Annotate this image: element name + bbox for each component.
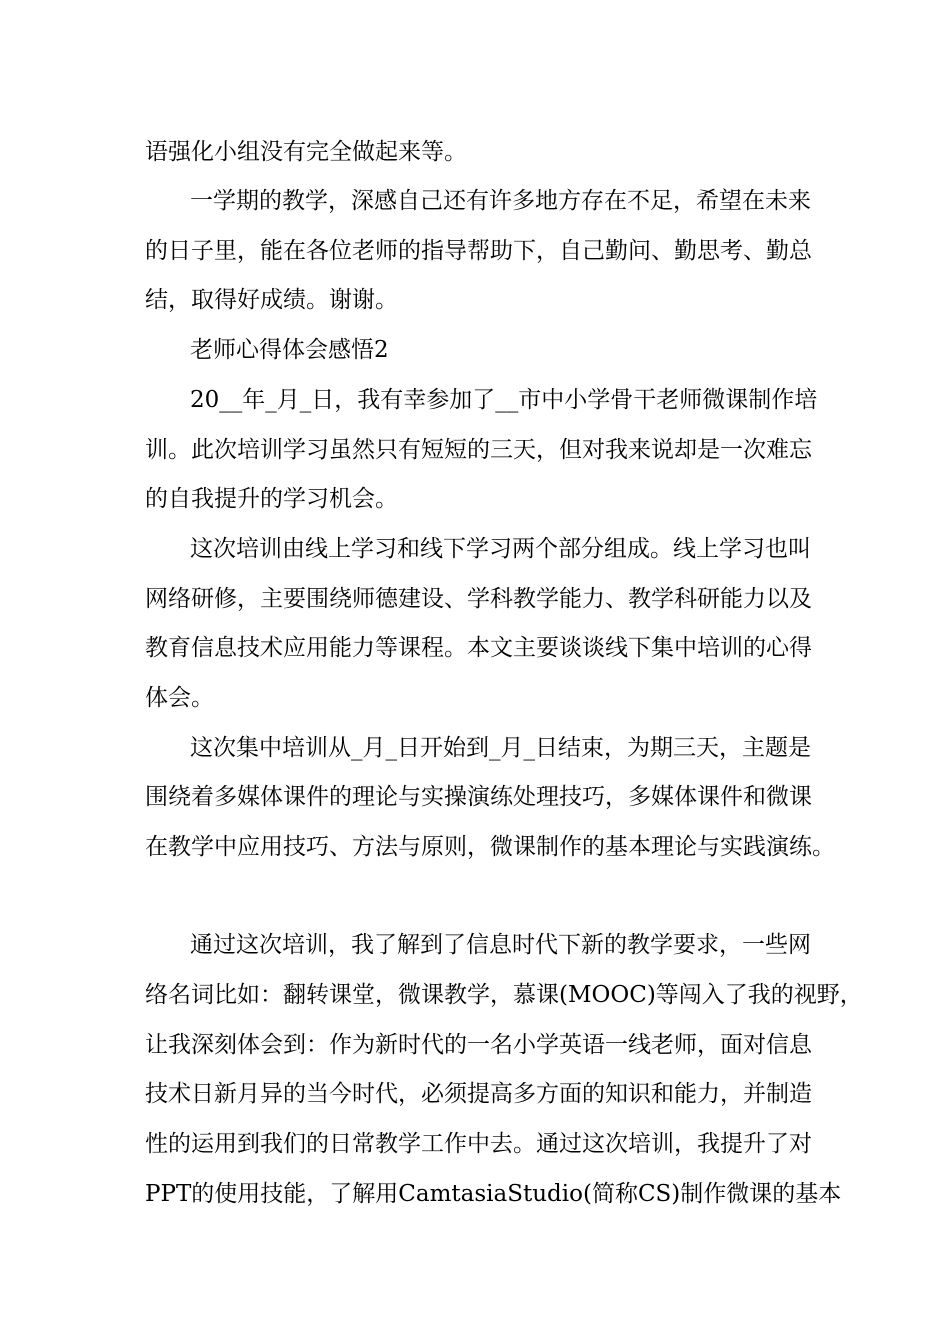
paragraph-start: 通过这次培训，我了解到了信息时代下新的教学要求，一些网 (190, 932, 811, 958)
paragraph-start: 这次培训由线上学习和线下学习两个部分组成。线上学习也叫 (190, 536, 811, 562)
text-line: 语强化小组没有完全做起来等。 (145, 139, 467, 165)
text-line: PPT的使用技能，了解用CamtasiaStudio(简称CS)制作微课的基本 (145, 1181, 842, 1207)
text-line: 络名词比如：翻转课堂，微课教学，慕课(MOOC)等闯入了我的视野， (145, 982, 863, 1008)
text-line: 的日子里，能在各位老师的指导帮助下，自己勤问、勤思考、勤总 (145, 238, 812, 264)
text-line: 网络研修，主要围绕师德建设、学科教学能力、教学科研能力以及 (145, 586, 812, 612)
paragraph-start: 20__年_月_日，我有幸参加了__市中小学骨干老师微课制作培 (190, 387, 818, 413)
text-line: 教育信息技术应用能力等课程。本文主要谈谈线下集中培训的心得 (145, 635, 812, 661)
text-line: 在教学中应用技巧、方法与原则，微课制作的基本理论与实践演练。 (145, 834, 835, 860)
text-line: 围绕着多媒体课件的理论与实操演练处理技巧，多媒体课件和微课 (145, 784, 812, 810)
text-line: 训。此次培训学习虽然只有短短的三天，但对我来说却是一次难忘 (145, 437, 812, 463)
paragraph-start: 一学期的教学，深感自己还有许多地方存在不足，希望在未来 (190, 188, 811, 214)
text-line: 体会。 (145, 685, 214, 711)
text-line: 让我深刻体会到：作为新时代的一名小学英语一线老师，面对信息 (145, 1032, 812, 1058)
text-line: 技术日新月异的当今时代，必须提高多方面的知识和能力，并制造 (145, 1081, 812, 1107)
text-line: 性的运用到我们的日常教学工作中去。通过这次培训，我提升了对 (145, 1131, 812, 1157)
section-heading: 老师心得体会感悟2 (190, 337, 389, 363)
text-line: 结，取得好成绩。谢谢。 (145, 287, 398, 313)
paragraph-start: 这次集中培训从_月_日开始到_月_日结束，为期三天，主题是 (190, 735, 811, 761)
text-line: 的自我提升的学习机会。 (145, 486, 398, 512)
